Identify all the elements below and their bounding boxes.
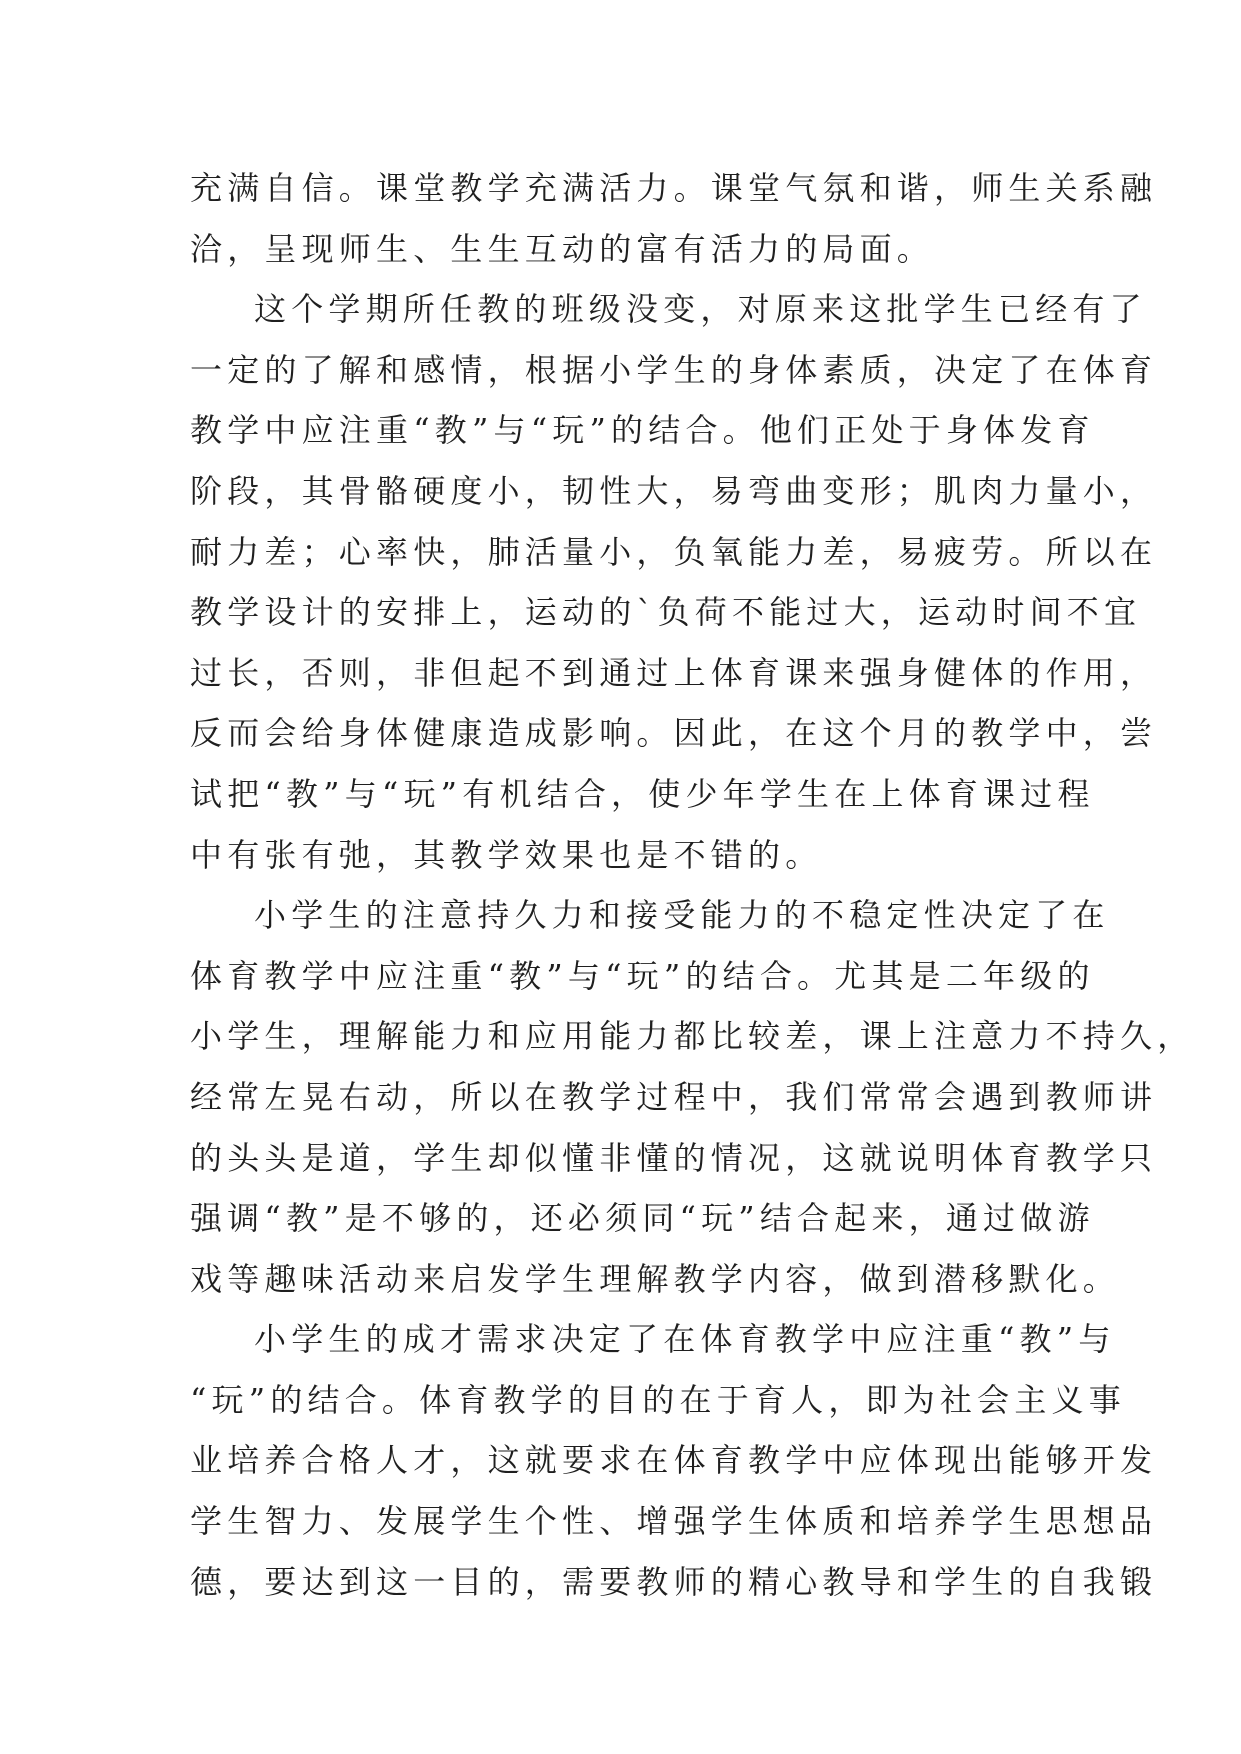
- text-line: 这个学期所任教的班级没变，对原来这批学生已经有了: [254, 290, 1147, 329]
- text-line: 耐力差；心率快，肺活量小，负氧能力差，易疲劳。所以在: [190, 532, 1158, 571]
- text-line: 小学生的成才需求决定了在体育教学中应注重“教”与: [254, 1320, 1116, 1359]
- text-line: 德，要达到这一目的，需要教师的精心教导和学生的自我锻: [190, 1562, 1158, 1601]
- body-text: [190, 158, 1195, 1612]
- text-line: 戏等趣味活动来启发学生理解教学内容，做到潜移默化。: [190, 1259, 1121, 1298]
- text-line: 过长，否则，非但起不到通过上体育课来强身健体的作用，: [190, 653, 1158, 692]
- text-line: 小学生，理解能力和应用能力都比较差，课上注意力不持久，: [190, 1017, 1195, 1056]
- text-line: 强调“教”是不够的，还必须同“玩”结合起来，通过做游: [190, 1199, 1095, 1238]
- text-line: 的头头是道，学生却似懂非懂的情况，这就说明体育教学只: [190, 1138, 1158, 1177]
- text-line: 经常左晃右动，所以在教学过程中，我们常常会遇到教师讲: [190, 1077, 1158, 1116]
- text-line: 学生智力、发展学生个性、增强学生体质和培养学生思想品: [190, 1502, 1158, 1541]
- text-line: 阶段，其骨骼硬度小，韧性大，易弯曲变形；肌肉力量小，: [190, 471, 1158, 510]
- text-line: 中有张有弛，其教学效果也是不错的。: [190, 835, 823, 874]
- text-line: 教学设计的安排上，运动的`负荷不能过大，运动时间不宜: [190, 593, 1142, 632]
- text-line: 小学生的注意持久力和接受能力的不稳定性决定了在: [254, 896, 1110, 935]
- text-line: 体育教学中应注重“教”与“玩”的结合。尤其是二年级的: [190, 956, 1095, 995]
- text-line: 洽，呈现师生、生生互动的富有活力的局面。: [190, 229, 935, 268]
- text-line: 试把“教”与“玩”有机结合，使少年学生在上体育课过程: [190, 774, 1095, 813]
- text-line: 教学中应注重“教”与“玩”的结合。他们正处于身体发育: [190, 411, 1095, 450]
- text-line: “玩”的结合。体育教学的目的在于育人，即为社会主义事: [190, 1380, 1126, 1419]
- text-line: 业培养合格人才，这就要求在体育教学中应体现出能够开发: [190, 1441, 1158, 1480]
- text-line: 一定的了解和感情，根据小学生的身体素质，决定了在体育: [190, 350, 1158, 389]
- text-line: 充满自信。课堂教学充满活力。课堂气氛和谐，师生关系融: [190, 169, 1158, 207]
- text-line: 反而会给身体健康造成影响。因此，在这个月的教学中，尝: [190, 714, 1158, 753]
